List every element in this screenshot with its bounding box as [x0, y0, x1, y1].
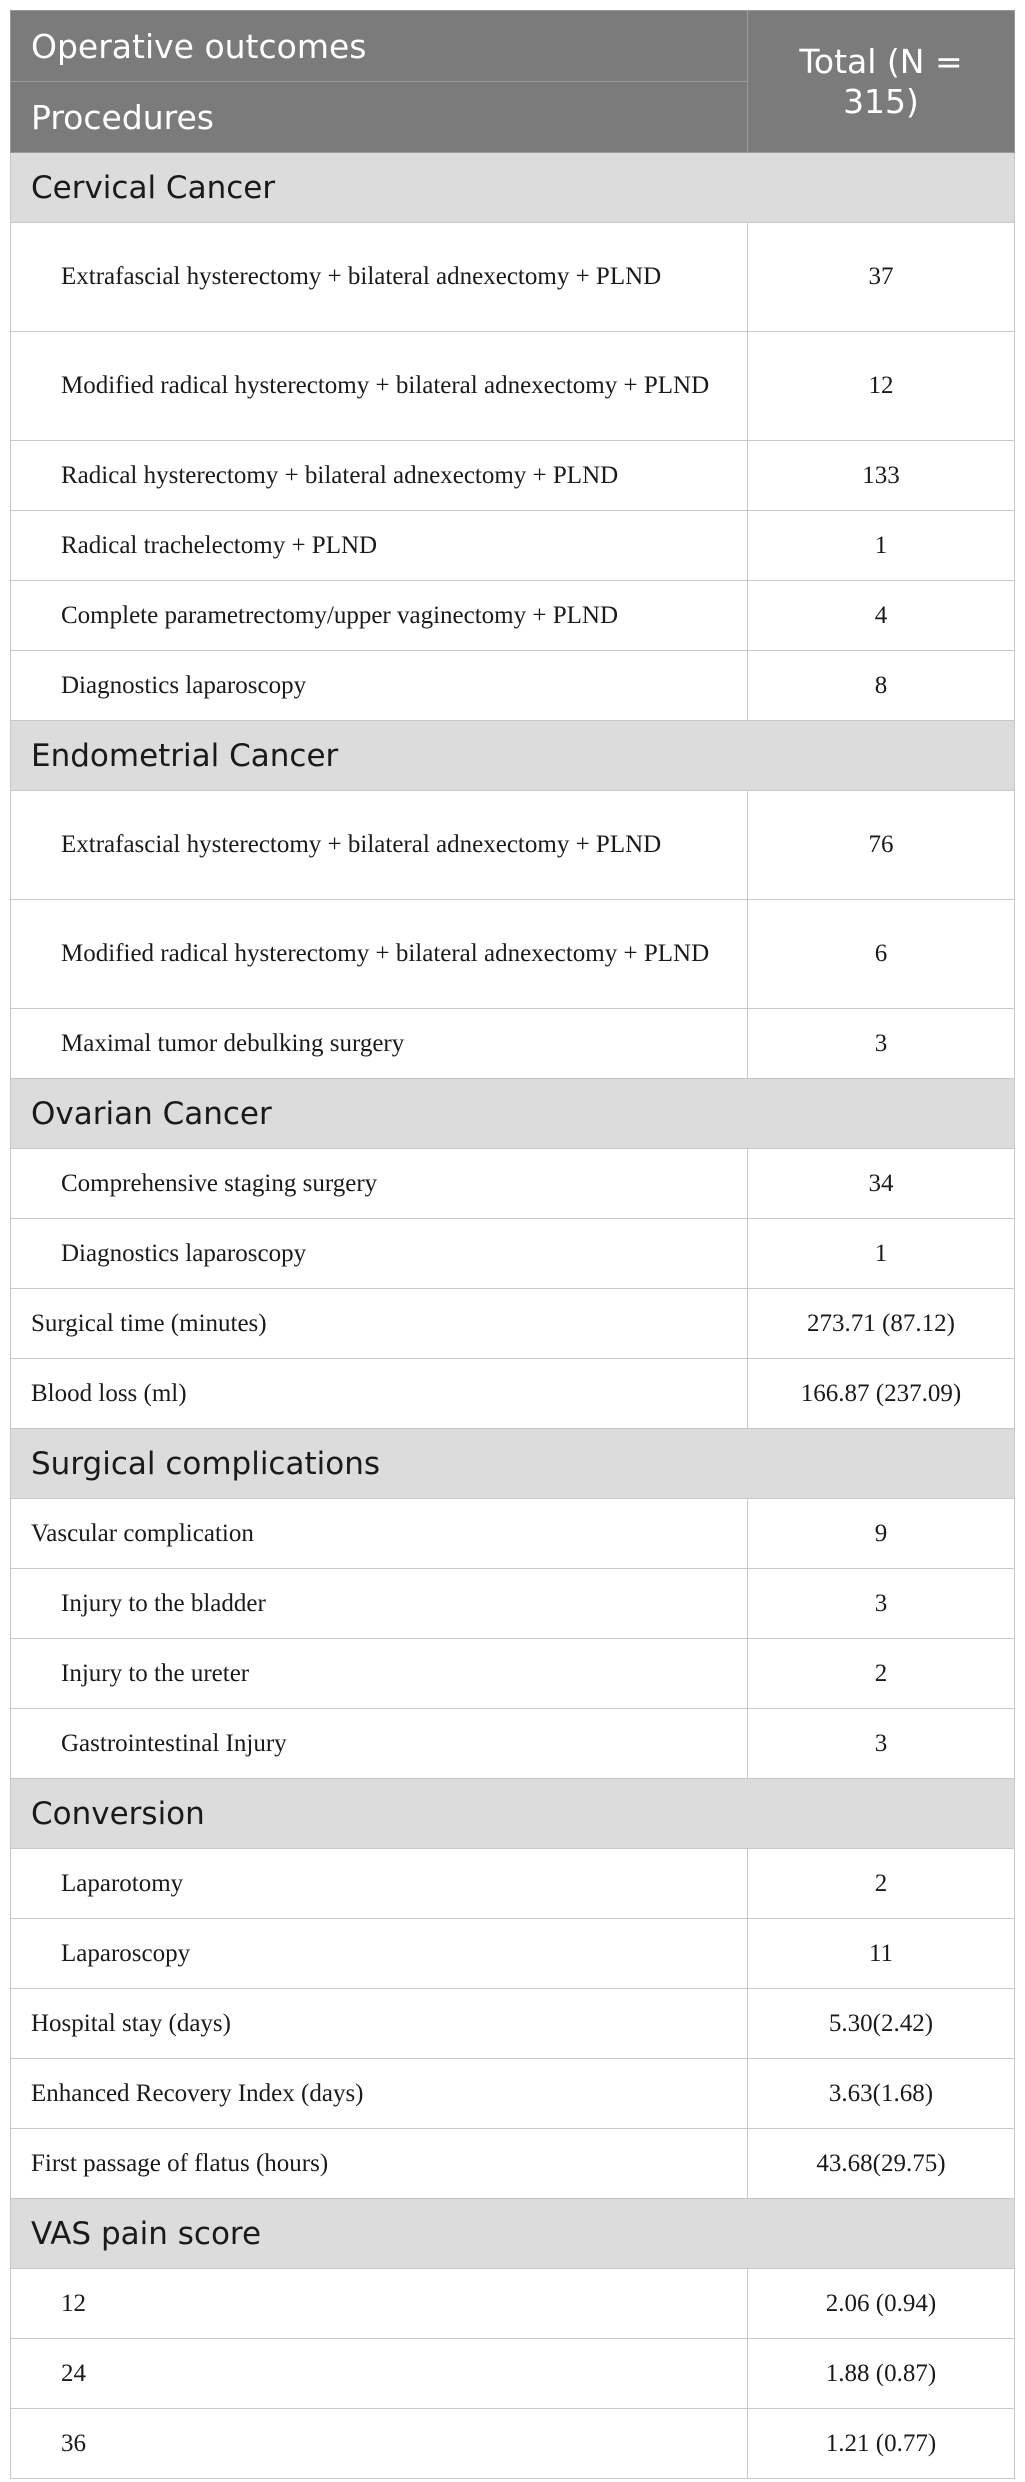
table-row [11, 1499, 1015, 1569]
table-row [11, 1849, 1015, 1919]
row-label: Extrafascial hysterectomy + bilateral adnexectomy + PLND [11, 223, 748, 332]
table-row [11, 2269, 1015, 2339]
row-label: Extrafascial hysterectomy + bilateral adnexectomy + PLND [11, 791, 748, 900]
table-row [11, 223, 1015, 332]
section-label: VAS pain score [11, 2199, 1015, 2269]
row-label: Radical trachelectomy + PLND [11, 511, 748, 581]
row-label: Maximal tumor debulking surgery [11, 1009, 748, 1079]
section-label: Cervical Cancer [11, 153, 1015, 223]
table-row [11, 1639, 1015, 1709]
section-row [11, 2199, 1015, 2269]
table-row [11, 1149, 1015, 1219]
row-value: 12 [748, 332, 1015, 441]
table-row [11, 1009, 1015, 1079]
header-total: Total (N = 315) [748, 11, 1015, 153]
header-procedures: Procedures [11, 82, 748, 153]
row-label: 36 [11, 2409, 748, 2479]
row-value: 2 [748, 1639, 1015, 1709]
row-label: Complete parametrectomy/upper vaginectomy + PLND [11, 581, 748, 651]
row-value: 8 [748, 651, 1015, 721]
table-row [11, 332, 1015, 441]
section-label: Surgical complications [11, 1429, 1015, 1499]
operative-outcomes-table-wrapper [10, 10, 1014, 2479]
row-value: 1 [748, 511, 1015, 581]
row-value: 2 [748, 1849, 1015, 1919]
row-label: Vascular complication [11, 1499, 748, 1569]
row-value: 133 [748, 441, 1015, 511]
section-row [11, 721, 1015, 791]
row-label: Comprehensive staging surgery [11, 1149, 748, 1219]
table-row [11, 511, 1015, 581]
table-row [11, 1919, 1015, 1989]
row-label: Hospital stay (days) [11, 1989, 748, 2059]
row-value: 1 [748, 1219, 1015, 1289]
row-value: 34 [748, 1149, 1015, 1219]
section-label: Conversion [11, 1779, 1015, 1849]
row-label: Injury to the ureter [11, 1639, 748, 1709]
row-label: Surgical time (minutes) [11, 1289, 748, 1359]
row-label: Blood loss (ml) [11, 1359, 748, 1429]
row-value: 6 [748, 900, 1015, 1009]
row-label: First passage of flatus (hours) [11, 2129, 748, 2199]
table-row [11, 900, 1015, 1009]
row-value: 2.06 (0.94) [748, 2269, 1015, 2339]
section-row [11, 1429, 1015, 1499]
row-value: 3 [748, 1009, 1015, 1079]
row-label: Laparoscopy [11, 1919, 748, 1989]
row-value: 76 [748, 791, 1015, 900]
row-value: 3 [748, 1569, 1015, 1639]
table-row [11, 791, 1015, 900]
section-label: Endometrial Cancer [11, 721, 1015, 791]
row-label: Modified radical hysterectomy + bilateral adnexectomy + PLND [11, 900, 748, 1009]
row-label: 12 [11, 2269, 748, 2339]
table-row [11, 1709, 1015, 1779]
table-row [11, 441, 1015, 511]
row-value: 3 [748, 1709, 1015, 1779]
operative-outcomes-table [10, 10, 1015, 2479]
row-label: Diagnostics laparoscopy [11, 651, 748, 721]
row-value: 3.63(1.68) [748, 2059, 1015, 2129]
table-row [11, 2129, 1015, 2199]
table-row [11, 1359, 1015, 1429]
table-header [11, 11, 1015, 153]
row-value: 166.87 (237.09) [748, 1359, 1015, 1429]
row-value: 4 [748, 581, 1015, 651]
table-row [11, 1289, 1015, 1359]
section-label: Ovarian Cancer [11, 1079, 1015, 1149]
row-label: 24 [11, 2339, 748, 2409]
row-value: 11 [748, 1919, 1015, 1989]
row-value: 37 [748, 223, 1015, 332]
table-row [11, 581, 1015, 651]
header-operative-outcomes: Operative outcomes [11, 11, 748, 82]
row-label: Modified radical hysterectomy + bilateral adnexectomy + PLND [11, 332, 748, 441]
row-label: Laparotomy [11, 1849, 748, 1919]
row-label: Diagnostics laparoscopy [11, 1219, 748, 1289]
row-value: 273.71 (87.12) [748, 1289, 1015, 1359]
row-label: Injury to the bladder [11, 1569, 748, 1639]
table-row [11, 651, 1015, 721]
table-row [11, 2409, 1015, 2479]
row-value: 43.68(29.75) [748, 2129, 1015, 2199]
section-row [11, 1779, 1015, 1849]
table-row [11, 1989, 1015, 2059]
row-value: 1.21 (0.77) [748, 2409, 1015, 2479]
section-row [11, 153, 1015, 223]
table-row [11, 2339, 1015, 2409]
row-value: 9 [748, 1499, 1015, 1569]
table-row [11, 2059, 1015, 2129]
row-value: 1.88 (0.87) [748, 2339, 1015, 2409]
table-body [11, 153, 1015, 2479]
row-label: Radical hysterectomy + bilateral adnexectomy + PLND [11, 441, 748, 511]
section-row [11, 1079, 1015, 1149]
row-value: 5.30(2.42) [748, 1989, 1015, 2059]
row-label: Gastrointestinal Injury [11, 1709, 748, 1779]
table-row [11, 1219, 1015, 1289]
table-row [11, 1569, 1015, 1639]
row-label: Enhanced Recovery Index (days) [11, 2059, 748, 2129]
